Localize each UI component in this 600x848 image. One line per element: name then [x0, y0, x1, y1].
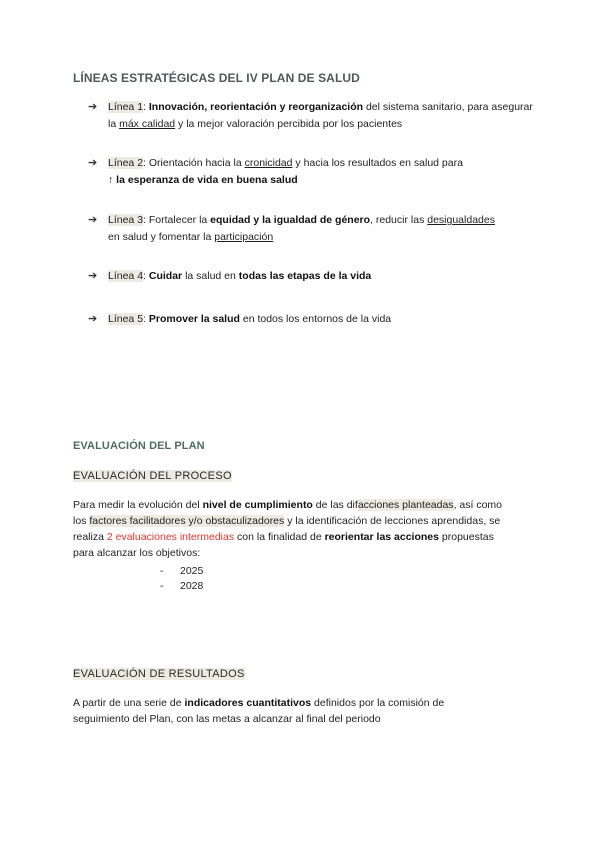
text: de las dif	[312, 499, 358, 511]
list-item-year	[160, 579, 203, 594]
list-item-linea-5	[88, 311, 538, 328]
list-item-linea-1	[88, 99, 538, 133]
list-item-linea-3	[88, 212, 538, 246]
text: en todos los entornos de la vida	[239, 313, 392, 325]
paragraph-resultados	[73, 695, 473, 727]
bold-text: Cuidar	[148, 270, 183, 282]
highlighted-text: acciones planteadas	[357, 499, 454, 511]
text: y la identificación de lecciones aprendidas, se realiza	[73, 515, 501, 543]
list-item-linea-2	[88, 155, 538, 189]
subsection-title-text: EVALUACIÓN DEL PROCESO	[73, 470, 232, 482]
text: del sistema sanitario, para asegurar la	[108, 101, 533, 130]
text: , así como los	[73, 499, 502, 527]
bold-text: equidad y la igualdad de género	[210, 214, 371, 226]
separator: :	[143, 101, 149, 113]
dash-bullet: -	[160, 580, 164, 592]
text: definidos por la comisión de seguimiento del Plan, con las metas a alcanzar al final del periodo	[73, 697, 445, 725]
subsection-title-text: EVALUACIÓN DE RESULTADOS	[73, 668, 245, 680]
text: y hacia los resultados en salud para	[292, 157, 463, 169]
separator: :	[143, 214, 149, 226]
text: Orientación hacia la	[148, 157, 245, 169]
linea-label: Línea 5	[108, 313, 144, 325]
bold-text: Promover la salud	[148, 313, 240, 325]
arrow-right-icon: ➔	[88, 157, 98, 169]
year: 2028	[180, 580, 204, 592]
arrow-right-icon: ➔	[88, 101, 98, 113]
arrow-right-icon: ➔	[88, 313, 98, 325]
bold-text: indicadores cuantitativos	[184, 697, 312, 709]
text: Para medir la evolución del	[73, 499, 203, 511]
section-title-evaluacion: EVALUACIÓN DEL PLAN	[73, 440, 205, 452]
separator: :	[143, 313, 149, 325]
text: en salud y fomentar la	[108, 231, 215, 243]
list-item-year	[160, 564, 203, 579]
linea-label: Línea 4	[108, 270, 144, 282]
linea-label: Línea 3	[108, 214, 144, 226]
bold-text: Innovación, reorientación y reorganización	[148, 101, 364, 113]
highlighted-text: factores facilitadores y/o obstaculizadores	[89, 515, 285, 527]
section-title-lineas: LÍNEAS ESTRATÉGICAS DEL IV PLAN DE SALUD	[73, 71, 360, 85]
separator: :	[143, 270, 149, 282]
bold-text: ↑ la esperanza de vida en buena salud	[108, 174, 298, 186]
bold-text: reorientar las acciones	[324, 531, 439, 543]
year: 2025	[180, 565, 204, 577]
list-item-linea-4	[88, 268, 538, 285]
text: Fortalecer la	[148, 214, 211, 226]
bold-text: todas las etapas de la vida	[238, 270, 372, 282]
bold-text: nivel de cumplimiento	[202, 499, 313, 511]
linea-label: Línea 1	[108, 101, 144, 113]
linea-label: Línea 2	[108, 157, 144, 169]
dash-bullet: -	[160, 565, 164, 577]
arrow-right-icon: ➔	[88, 270, 98, 282]
underlined-text: cronicidad	[244, 157, 293, 169]
text: , reducir las	[370, 214, 428, 226]
text: propuestas para alcanzar los objetivos:	[73, 531, 494, 559]
underlined-text: máx calidad	[119, 118, 176, 130]
text: A partir de una serie de	[73, 697, 185, 709]
separator: :	[143, 157, 149, 169]
subsection-title-resultados	[73, 668, 245, 680]
paragraph-proceso	[73, 497, 503, 561]
text: con la finalidad de	[234, 531, 325, 543]
red-text: 2 evaluaciones intermedias	[106, 531, 235, 543]
arrow-right-icon: ➔	[88, 214, 98, 226]
text: y la mejor valoración percibida por los pacientes	[175, 118, 403, 130]
subsection-title-proceso	[73, 470, 232, 482]
text: la salud en	[182, 270, 239, 282]
underlined-text: participación	[214, 231, 274, 243]
underlined-text: desigualdades	[427, 214, 495, 226]
